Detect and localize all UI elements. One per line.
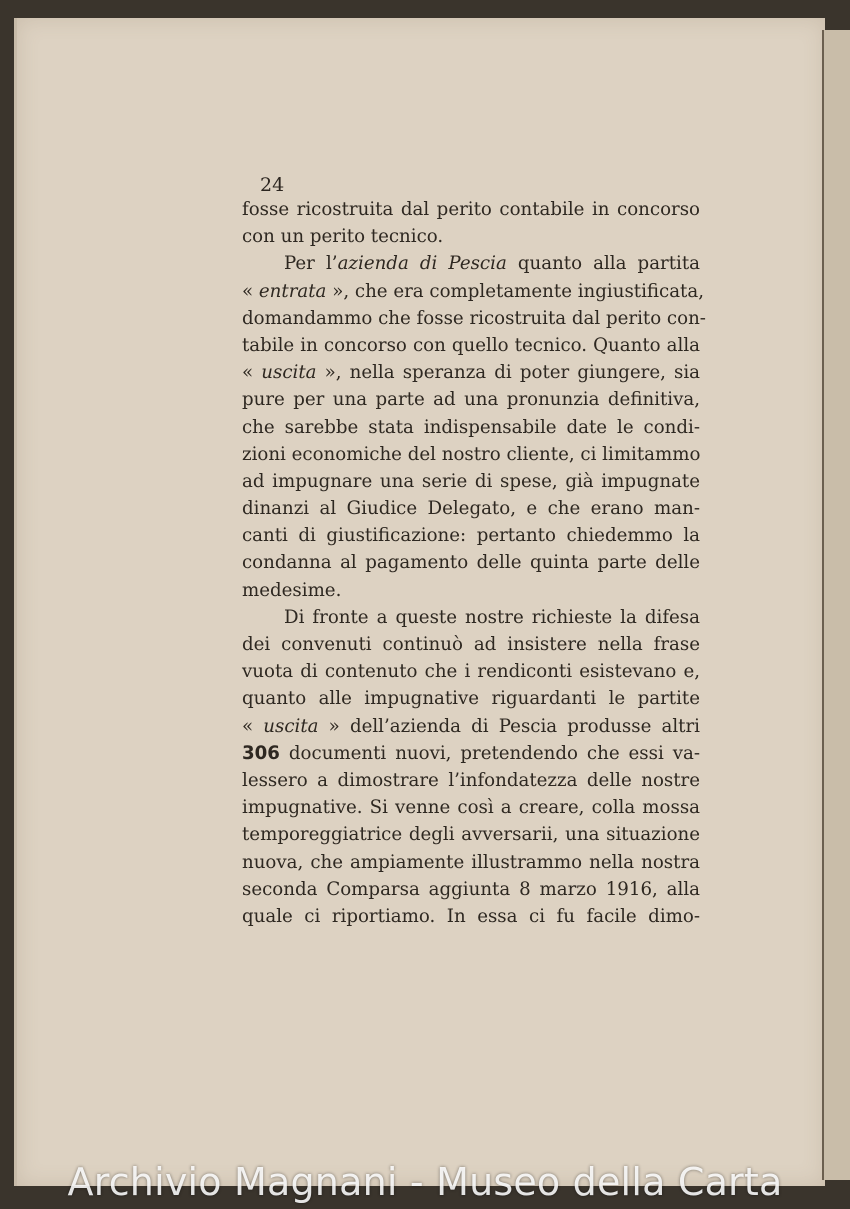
text-line: zioni economiche del nostro cliente, ci limitammo — [242, 443, 701, 465]
text-line: condanna al pagamento delle quinta parte delle — [242, 552, 700, 574]
text-line — [242, 250, 700, 277]
italic-run: azienda di Pescia — [337, 253, 507, 275]
text-line: quanto alle impugnative riguardanti le partite — [242, 688, 700, 710]
text-line: con un perito tecnico. — [242, 226, 444, 248]
text-line — [242, 278, 704, 305]
text-line: ad impugnare una serie di spese, già impugnate — [242, 470, 700, 492]
text-line: che sarebbe stata indispensabile date le condi- — [242, 416, 700, 438]
archive-watermark: Archivio Magnani - Museo della Carta — [67, 1160, 783, 1204]
text-line: impugnative. Si venne così a creare, colla mossa — [242, 797, 700, 819]
text-line: nuova, che ampiamente illustrammo nella nostra — [242, 851, 700, 873]
italic-run: uscita — [261, 362, 317, 384]
text-line: dinanzi al Giudice Delegato, e che erano man- — [242, 498, 700, 520]
text-run: » dell’azienda di Pescia produsse altri — [318, 715, 700, 737]
text-line: quale ci riportiamo. In essa ci fu facile dimo- — [242, 905, 700, 927]
text-line: medesime. — [242, 579, 342, 601]
italic-run: entrata — [258, 280, 327, 302]
page-number: 24 — [260, 174, 285, 196]
text-run: quanto alla partita — [506, 253, 701, 275]
text-run: « — [242, 280, 259, 302]
text-run: », nella speranza di poter giungere, sia — [316, 362, 700, 384]
text-line — [242, 359, 700, 386]
text-run: « — [242, 362, 262, 384]
text-line: fosse ricostruita dal perito contabile in concorso — [242, 199, 700, 220]
italic-run: uscita — [263, 715, 319, 737]
text-run: Per l’ — [284, 253, 338, 275]
adjacent-page-edge — [822, 30, 850, 1180]
text-line: pure per una parte ad una pronunzia definitiva, — [242, 389, 700, 411]
text-line — [242, 713, 700, 740]
text-run: « — [242, 715, 264, 737]
text-line: domandammo che fosse ricostruita dal perito con- — [242, 307, 706, 329]
body-text — [242, 196, 706, 930]
bold-number: 306 — [242, 742, 280, 764]
text-line: canti di giustificazione: pertanto chiedemmo la — [242, 525, 700, 547]
text-line — [242, 740, 700, 767]
text-run: documenti nuovi, pretendendo che essi va- — [279, 742, 700, 764]
text-line: tabile in concorso con quello tecnico. Quanto alla — [242, 334, 700, 356]
text-run: », che era completamente ingiustificata, — [326, 280, 704, 302]
text-line: Di fronte a queste nostre richieste la difesa — [284, 606, 700, 628]
text-line: seconda Comparsa aggiunta 8 marzo 1916, alla — [242, 878, 700, 900]
text-line: lessero a dimostrare l’infondatezza delle nostre — [242, 769, 700, 791]
text-line: temporeggiatrice degli avversarii, una situazione — [242, 824, 700, 846]
text-line: dei convenuti continuò ad insistere nella frase — [242, 634, 700, 655]
text-line: vuota di contenuto che i rendiconti esistevano e, — [242, 661, 700, 683]
